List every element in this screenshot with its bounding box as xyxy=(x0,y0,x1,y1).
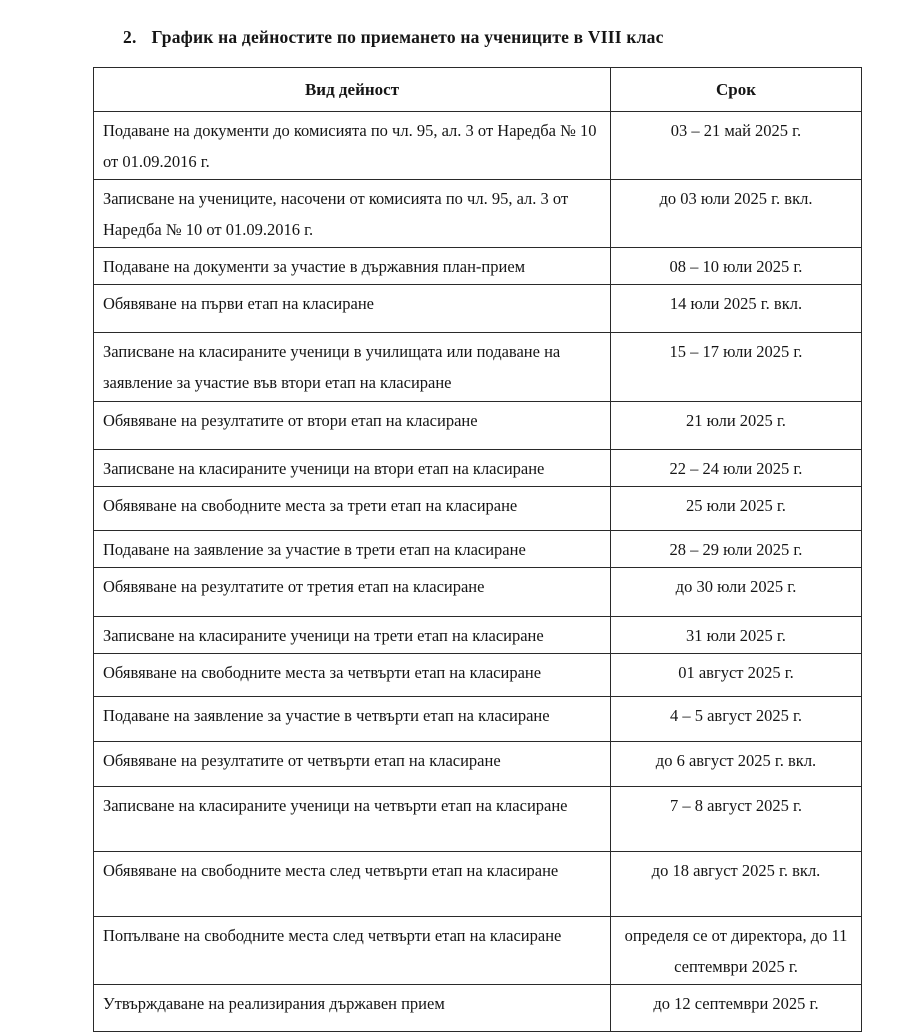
table-row xyxy=(94,742,862,787)
activity-cell: Обявяване на свободните места след четвърти етап на класиране xyxy=(94,852,611,917)
table-row xyxy=(94,402,862,450)
table-row xyxy=(94,180,862,248)
table-row xyxy=(94,917,862,985)
table-row xyxy=(94,450,862,487)
term-cell: 15 – 17 юли 2025 г. xyxy=(611,333,862,402)
activity-cell: Обявяване на свободните места за трети етап на класиране xyxy=(94,487,611,531)
term-cell: до 18 август 2025 г. вкл. xyxy=(611,852,862,917)
table-row xyxy=(94,617,862,654)
term-cell: 21 юли 2025 г. xyxy=(611,402,862,450)
term-cell: 25 юли 2025 г. xyxy=(611,487,862,531)
activity-cell: Подаване на заявление за участие в трети етап на класиране xyxy=(94,531,611,568)
activity-cell: Обявяване на резултатите от четвърти етап на класиране xyxy=(94,742,611,787)
activity-cell: Записване на класираните ученици в училищата или подаване на заявление за участие във втори етап на класиране xyxy=(94,333,611,402)
term-cell: до 30 юли 2025 г. xyxy=(611,568,862,617)
table-row xyxy=(94,487,862,531)
term-cell: 31 юли 2025 г. xyxy=(611,617,862,654)
table-row xyxy=(94,112,862,180)
table-row xyxy=(94,333,862,402)
term-cell: до 12 септември 2025 г. xyxy=(611,985,862,1032)
table-header-row xyxy=(94,68,862,112)
page-title xyxy=(0,0,921,48)
activity-cell: Обявяване на резултатите от третия етап на класиране xyxy=(94,568,611,617)
term-cell: определя се от директора, до 11 септември 2025 г. xyxy=(611,917,862,985)
table-row xyxy=(94,248,862,285)
term-cell: 7 – 8 август 2025 г. xyxy=(611,787,862,852)
title-number: 2. xyxy=(123,27,137,47)
activity-cell: Подаване на документи за участие в държавния план-прием xyxy=(94,248,611,285)
column-header-term: Срок xyxy=(611,68,862,112)
activity-cell: Записване на класираните ученици на четвърти етап на класиране xyxy=(94,787,611,852)
column-header-activity: Вид дейност xyxy=(94,68,611,112)
activity-cell: Записване на класираните ученици на втори етап на класиране xyxy=(94,450,611,487)
title-text: График на дейностите по приемането на учениците в VIII клас xyxy=(151,27,664,47)
table-row xyxy=(94,787,862,852)
activity-cell: Обявяване на първи етап на класиране xyxy=(94,285,611,333)
term-cell: до 6 август 2025 г. вкл. xyxy=(611,742,862,787)
table-row xyxy=(94,568,862,617)
term-cell: 22 – 24 юли 2025 г. xyxy=(611,450,862,487)
activity-cell: Записване на класираните ученици на трети етап на класиране xyxy=(94,617,611,654)
activity-cell: Подаване на документи до комисията по чл. 95, ал. 3 от Наредба № 10 от 01.09.2016 г. xyxy=(94,112,611,180)
activity-cell: Подаване на заявление за участие в четвърти етап на класиране xyxy=(94,697,611,742)
term-cell: 28 – 29 юли 2025 г. xyxy=(611,531,862,568)
term-cell: 14 юли 2025 г. вкл. xyxy=(611,285,862,333)
table-row xyxy=(94,985,862,1032)
activity-cell: Попълване на свободните места след четвърти етап на класиране xyxy=(94,917,611,985)
activity-cell: Обявяване на резултатите от втори етап на класиране xyxy=(94,402,611,450)
table-row xyxy=(94,852,862,917)
term-cell: 4 – 5 август 2025 г. xyxy=(611,697,862,742)
activity-cell: Утвърждаване на реализирания държавен прием xyxy=(94,985,611,1032)
table-row xyxy=(94,697,862,742)
schedule-table xyxy=(93,67,862,1032)
activity-cell: Записване на учениците, насочени от комисията по чл. 95, ал. 3 от Наредба № 10 от 01.09.2016 г. xyxy=(94,180,611,248)
term-cell: 01 август 2025 г. xyxy=(611,654,862,697)
term-cell: до 03 юли 2025 г. вкл. xyxy=(611,180,862,248)
term-cell: 08 – 10 юли 2025 г. xyxy=(611,248,862,285)
table-row xyxy=(94,531,862,568)
table-row xyxy=(94,654,862,697)
term-cell: 03 – 21 май 2025 г. xyxy=(611,112,862,180)
activity-cell: Обявяване на свободните места за четвърти етап на класиране xyxy=(94,654,611,697)
table-row xyxy=(94,285,862,333)
